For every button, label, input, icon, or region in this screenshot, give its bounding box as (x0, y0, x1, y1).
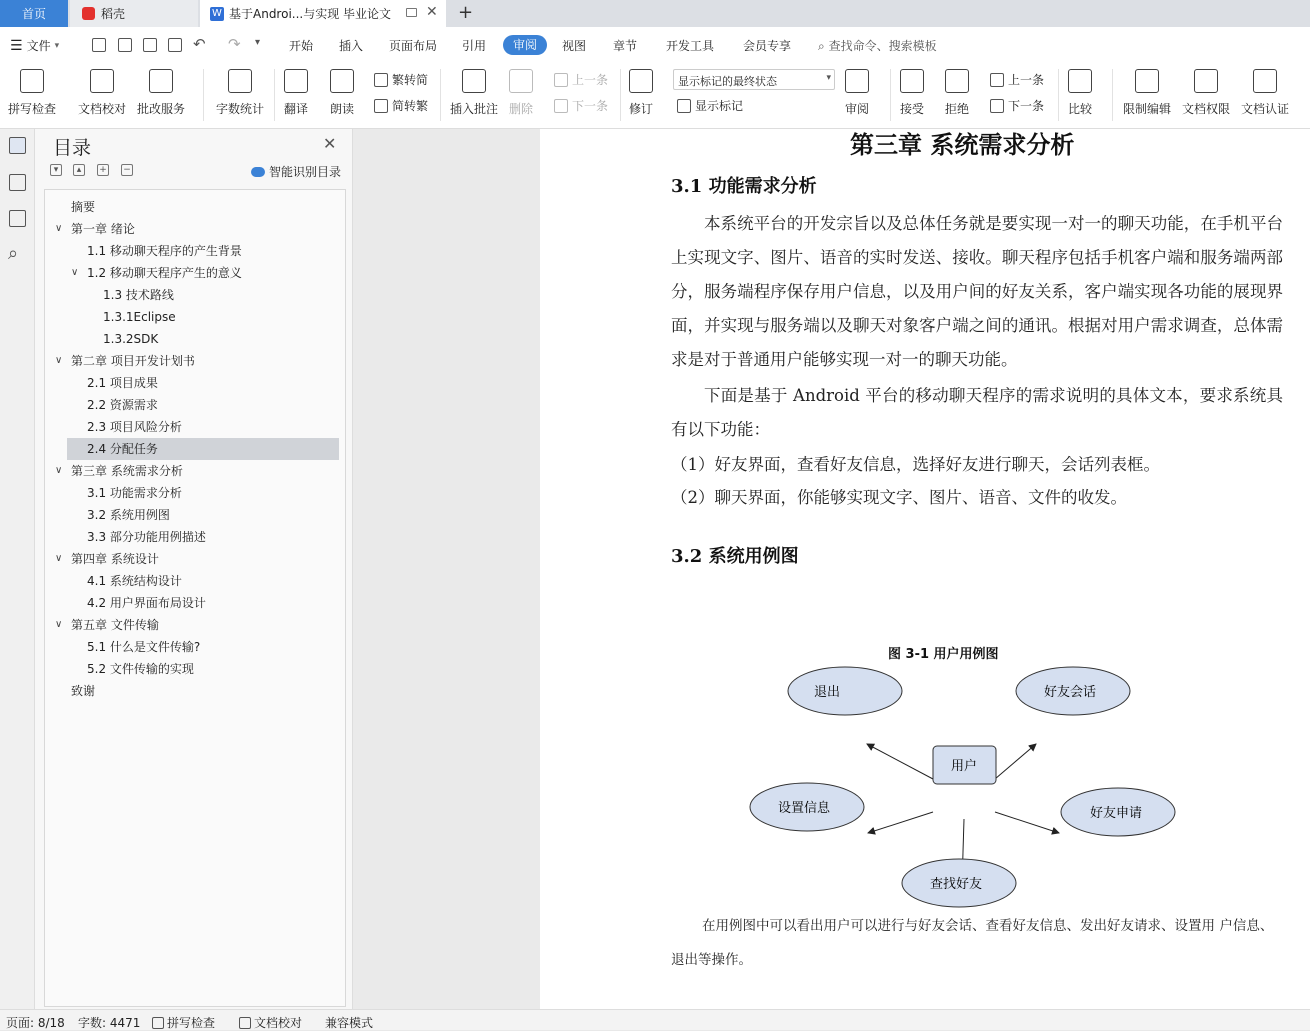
usecase-friend-request (1061, 788, 1175, 836)
divider (1058, 69, 1059, 121)
toc-item[interactable] (45, 614, 345, 636)
accept-label: 接受 (900, 102, 925, 116)
toc-item-label: 第一章 绪论 (71, 222, 135, 236)
document-page[interactable] (540, 129, 1310, 1009)
toc-item-label: 第四章 系统设计 (71, 552, 159, 566)
chapter-title: 第三章 系统需求分析 (850, 130, 1075, 159)
toc-item-label: 1.2 移动聊天程序产生的意义 (87, 266, 242, 280)
prev-revision-label: 上一条 (1008, 73, 1045, 87)
compat-mode-status: 兼容模式 (325, 1016, 374, 1030)
batch-service-button[interactable] (137, 69, 185, 117)
smart-toc-label: 智能识别目录 (269, 165, 342, 179)
divider (203, 69, 204, 121)
usecase-settings (750, 783, 864, 831)
spell-check-button[interactable] (8, 69, 56, 117)
usecase-find-friend (902, 859, 1016, 907)
next-comment-button[interactable] (554, 97, 608, 114)
search-icon[interactable]: ⌕ (8, 243, 19, 264)
prev-revision-button[interactable] (990, 71, 1044, 88)
tab-developer[interactable]: 开发工具 (666, 39, 715, 53)
accept-button[interactable] (900, 69, 924, 117)
expand-chevron-icon[interactable]: ∨ (55, 223, 63, 234)
tab-daoke-label: 稻壳 (101, 7, 126, 21)
simp-to-trad-label: 简转繁 (392, 99, 429, 113)
toc-item-label: 2.1 项目成果 (87, 376, 158, 390)
usecase-friend-chat-label: 好友会话 (1043, 684, 1097, 699)
checkbox-icon (239, 1017, 251, 1029)
toc-item-label: 1.3.1Eclipse (103, 310, 176, 324)
expand-chevron-icon[interactable]: ∨ (71, 267, 79, 278)
side-strip (0, 129, 35, 1009)
delete-comment-button[interactable] (509, 69, 533, 117)
divider (1112, 69, 1113, 121)
usecase-friend-request-label: 好友申请 (1089, 805, 1143, 820)
next-revision-icon (990, 99, 1004, 113)
compare-button[interactable] (1068, 69, 1092, 117)
toc-item-label: 2.3 项目风险分析 (87, 420, 182, 434)
tab-view[interactable]: 视图 (562, 39, 587, 53)
toc-item-label: 5.1 什么是文件传输? (87, 640, 201, 654)
paragraph-1: 本系统平台的开发宗旨以及总体任务就是要实现一对一的聊天功能，在手机平台上实现文字、图片、语音的实时发送、接收。聊天程序包括手机客户端和服务端两部分，服务端程序保存用户信息，以及用户间的好友关系，客户端实现各功能的展现界面，并实现与服务端以及聊天对象客户端之间的通讯。根据对用户需求调查，总体需求是对于普通用户能够实现一对一的聊天功能。 (671, 214, 1283, 369)
accept-icon (900, 69, 924, 93)
tab-page-layout[interactable]: 页面布局 (389, 39, 438, 53)
word-count-icon (228, 69, 252, 93)
prev-comment-label: 上一条 (572, 73, 609, 87)
page-indicator[interactable]: 页面: 8/18 (6, 1016, 65, 1030)
print-preview-icon[interactable] (168, 38, 182, 52)
chevron-down-icon: ▾ (54, 40, 60, 51)
tab-sections[interactable]: 章节 (613, 39, 638, 53)
tab-references[interactable]: 引用 (462, 39, 487, 53)
review-pane-label: 审阅 (845, 102, 870, 116)
toc-item[interactable] (45, 504, 345, 526)
toc-item-label: 5.2 文件传输的实现 (87, 662, 194, 676)
close-icon[interactable]: ✕ (323, 134, 337, 153)
lock-icon (1135, 69, 1159, 93)
expand-chevron-icon[interactable]: ∨ (55, 619, 63, 630)
toc-item-label: 第五章 文件传输 (71, 618, 159, 632)
compare-label: 比较 (1068, 102, 1093, 116)
simp-to-trad-icon (374, 99, 388, 113)
review-pane-button[interactable] (845, 69, 869, 117)
mark-state-value: 显示标记的最终状态 (678, 75, 777, 88)
doc-rights-button[interactable] (1182, 69, 1230, 117)
tab-member[interactable]: 会员专享 (743, 39, 792, 53)
tab-daoke[interactable] (70, 0, 198, 27)
tab-insert[interactable]: 插入 (339, 39, 364, 53)
trad-to-simp-button[interactable] (374, 71, 428, 88)
figure-caption: 图 3-1 用户用例图 (888, 647, 999, 662)
list-item-2: （2）聊天界面，你能够实现文字、图片、语音、文件的收发。 (671, 488, 1127, 507)
checkbox-icon (152, 1017, 164, 1029)
toc-item-label: 3.1 功能需求分析 (87, 486, 182, 500)
toc-item[interactable] (45, 460, 345, 482)
actor-user (933, 746, 996, 784)
toc-item[interactable] (45, 416, 345, 438)
show-marks-label: 显示标记 (695, 99, 744, 113)
toc-item[interactable] (45, 350, 345, 372)
file-menu-label: 文件 (26, 39, 51, 53)
review-pane-icon (845, 69, 869, 93)
command-search-placeholder: 查找命令、搜索模板 (828, 39, 937, 53)
spell-check-icon (20, 69, 44, 93)
read-aloud-icon (330, 69, 354, 93)
divider (440, 69, 441, 121)
doc-proof-status[interactable] (239, 1014, 302, 1031)
toc-item[interactable] (45, 284, 345, 306)
toc-panel (35, 129, 353, 1009)
restrict-edit-label: 限制编辑 (1123, 102, 1172, 116)
toc-item-label: 4.1 系统结构设计 (87, 574, 182, 588)
doc-auth-label: 文档认证 (1241, 102, 1290, 116)
list-item-1: （1）好友界面，查看好友信息，选择好友进行聊天，会话列表框。 (671, 455, 1160, 474)
simp-to-trad-button[interactable] (374, 97, 428, 114)
restrict-edit-button[interactable] (1123, 69, 1171, 117)
toc-item-label: 1.1 移动聊天程序的产生背景 (87, 244, 242, 258)
insert-comment-icon (462, 69, 486, 93)
next-revision-label: 下一条 (1008, 99, 1045, 113)
paragraph-3: 在用例图中可以看出用户可以进行与好友会话、查看好友信息、发出好友请求、设置用 户信息、退出等操作。 (671, 918, 1274, 968)
translate-icon (284, 69, 308, 93)
toc-item[interactable] (45, 636, 345, 658)
word-count-indicator[interactable]: 字数: 4471 (78, 1016, 141, 1030)
tab-home[interactable] (0, 0, 68, 27)
toc-item[interactable] (45, 658, 345, 680)
print-icon[interactable] (143, 38, 157, 52)
expand-chevron-icon[interactable]: ∨ (55, 553, 63, 564)
doc-proof-button[interactable] (78, 69, 126, 117)
usecase-find-friend-label: 查找好友 (929, 876, 983, 891)
prev-comment-button[interactable] (554, 71, 608, 88)
toc-item-label: 第三章 系统需求分析 (71, 464, 183, 478)
doc-rights-label: 文档权限 (1182, 102, 1231, 116)
tab-document-label: 基于Androi...与实现 毕业论文 (229, 7, 392, 21)
chapter-nav-icon[interactable] (9, 174, 26, 191)
expand-chevron-icon[interactable]: ∨ (55, 355, 63, 366)
tab-home-label: 首页 (21, 7, 46, 21)
collapse-all-icon[interactable]: ▾ (50, 164, 62, 176)
spell-check-label: 拼写检查 (8, 102, 57, 116)
tab-start[interactable]: 开始 (289, 39, 314, 53)
show-marks-icon (677, 99, 691, 113)
divider (620, 69, 621, 121)
ribbon (0, 63, 1310, 129)
actor-user-label: 用户 (950, 758, 978, 773)
toc-item[interactable] (45, 328, 345, 350)
toc-item-label: 1.3 技术路线 (103, 288, 174, 302)
status-bar (0, 1009, 1310, 1030)
next-comment-icon (554, 99, 568, 113)
reject-button[interactable] (945, 69, 969, 117)
toc-list (44, 189, 346, 1007)
doc-proof-status-label: 文档校对 (254, 1016, 303, 1030)
tab-review[interactable]: 审阅 (503, 35, 547, 55)
divider (274, 69, 275, 121)
next-comment-label: 下一条 (572, 99, 609, 113)
toc-item[interactable] (45, 218, 345, 240)
doc-rights-icon (1194, 69, 1218, 93)
delete-comment-label: 删除 (509, 102, 534, 116)
doc-auth-icon (1253, 69, 1277, 93)
search-icon: ⌕ (818, 39, 825, 53)
chevron-down-icon: ▾ (826, 73, 831, 83)
tab-bar (0, 0, 1310, 27)
read-aloud-button[interactable] (330, 69, 354, 117)
bookmark-icon[interactable] (9, 210, 26, 227)
toc-item[interactable] (45, 372, 345, 394)
divider (890, 69, 891, 121)
save-icon[interactable] (92, 38, 106, 52)
usecase-settings-label: 设置信息 (777, 800, 831, 815)
spell-check-status-label: 拼写检查 (167, 1016, 216, 1030)
insert-comment-button[interactable] (450, 69, 498, 117)
doc-proof-label: 文档校对 (78, 102, 127, 116)
mark-state-select[interactable] (673, 69, 835, 90)
use-case-diagram (740, 664, 1200, 914)
toc-item-label: 第二章 项目开发计划书 (71, 354, 195, 368)
next-revision-button[interactable] (990, 97, 1044, 114)
smart-toc-button[interactable] (251, 163, 341, 180)
revise-label: 修订 (629, 102, 654, 116)
redo-icon[interactable]: ↷ (228, 35, 241, 53)
tab-document[interactable] (200, 0, 446, 27)
toc-item-label: 摘要 (71, 200, 96, 214)
toc-item[interactable] (45, 240, 345, 262)
new-tab-icon[interactable]: + (458, 2, 474, 23)
doc-auth-button[interactable] (1241, 69, 1289, 117)
toc-item[interactable] (45, 526, 345, 548)
toc-item[interactable] (45, 394, 345, 416)
trad-to-simp-label: 繁转简 (392, 73, 429, 87)
toc-item-label: 2.2 资源需求 (87, 398, 158, 412)
paragraph-2: 下面是基于 Android 平台的移动聊天程序的需求说明的具体文本，要求系统具有以下功能： (671, 386, 1283, 439)
toc-item[interactable] (45, 196, 345, 218)
close-tab-icon[interactable]: ✕ (426, 4, 438, 20)
revise-icon (629, 69, 653, 93)
read-aloud-label: 朗读 (330, 102, 355, 116)
smart-toc-icon (251, 167, 265, 177)
trad-to-simp-icon (374, 73, 388, 87)
usecase-exit-label: 退出 (813, 684, 841, 699)
pin-icon[interactable] (406, 8, 417, 17)
writer-logo-icon: W (210, 7, 224, 21)
show-marks-button[interactable] (677, 97, 743, 114)
hamburger-icon: ☰ (10, 37, 23, 54)
batch-service-label: 批改服务 (137, 102, 186, 116)
remove-level-icon[interactable]: − (121, 164, 133, 176)
spell-check-status[interactable] (152, 1014, 215, 1031)
toc-item-label: 致谢 (71, 684, 96, 698)
word-count-label: 字数统计 (216, 102, 265, 116)
toc-item[interactable] (45, 570, 345, 592)
add-level-icon[interactable]: + (97, 164, 109, 176)
command-search[interactable] (818, 37, 937, 54)
toc-item-label: 1.3.2SDK (103, 332, 159, 346)
menu-bar (0, 27, 1310, 63)
doc-proof-icon (90, 69, 114, 93)
expand-chevron-icon[interactable]: ∨ (55, 465, 63, 476)
undo-icon[interactable]: ↶ (193, 35, 206, 53)
revise-button[interactable] (629, 69, 653, 117)
heading-3-2: 3.2 系统用例图 (671, 546, 799, 567)
toc-item[interactable] (45, 262, 345, 284)
insert-comment-label: 插入批注 (450, 102, 499, 116)
daoke-logo-icon (82, 7, 95, 20)
reject-icon (945, 69, 969, 93)
usecase-friend-chat (1016, 667, 1130, 715)
toc-title: 目录 (53, 137, 92, 159)
delete-comment-icon (509, 69, 533, 93)
translate-button[interactable] (284, 69, 308, 117)
file-menu[interactable] (10, 37, 59, 54)
compare-icon (1068, 69, 1092, 93)
expand-all-icon[interactable]: ▴ (73, 164, 85, 176)
toc-item-label: 3.2 系统用例图 (87, 508, 170, 522)
toc-item-label: 4.2 用户界面布局设计 (87, 596, 206, 610)
heading-3-1: 3.1 功能需求分析 (671, 176, 817, 197)
toc-item-label: 2.4 分配任务 (87, 442, 158, 456)
toc-item[interactable] (45, 680, 345, 702)
toc-item[interactable] (45, 306, 345, 328)
toc-panel-icon[interactable] (9, 137, 26, 154)
toc-item-label: 3.3 部分功能用例描述 (87, 530, 206, 544)
prev-revision-icon (990, 73, 1004, 87)
prev-comment-icon (554, 73, 568, 87)
toc-item[interactable] (45, 548, 345, 570)
translate-label: 翻译 (284, 102, 309, 116)
batch-service-icon (149, 69, 173, 93)
toc-item[interactable] (45, 482, 345, 504)
toc-item[interactable] (45, 592, 345, 614)
reject-label: 拒绝 (945, 102, 970, 116)
usecase-exit (788, 667, 902, 715)
toc-item[interactable] (67, 438, 339, 460)
quick-access-more-icon[interactable]: ▾ (255, 37, 261, 48)
word-count-button[interactable] (216, 69, 264, 117)
export-pdf-icon[interactable] (118, 38, 132, 52)
